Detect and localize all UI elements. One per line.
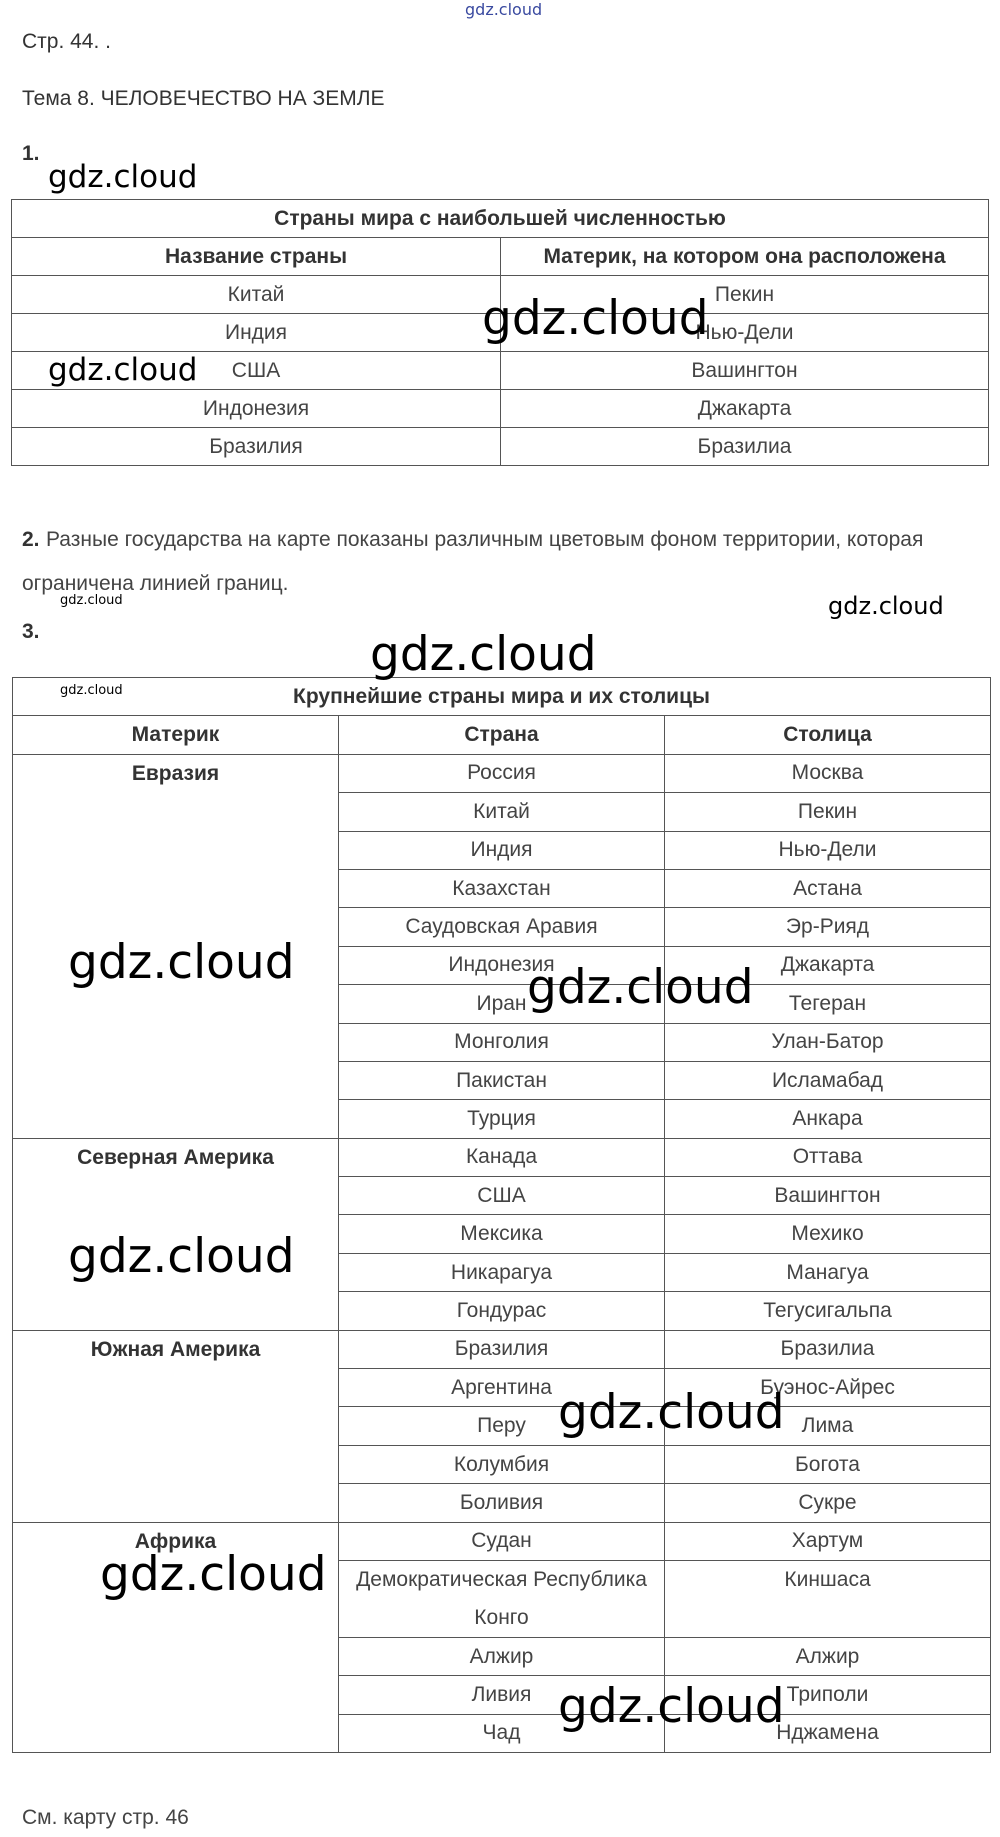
capital-cell: Лима (665, 1407, 991, 1445)
table-cell: Пекин (501, 276, 989, 314)
topic-title: Тема 8. ЧЕЛОВЕЧЕСТВО НА ЗЕМЛЕ (22, 87, 385, 110)
capital-cell: Нджамена (665, 1714, 991, 1752)
table-cell: США (12, 352, 501, 390)
capital-cell: Буэнос-Айрес (665, 1369, 991, 1407)
country-cell: Гондурас (339, 1292, 665, 1330)
capital-cell: Москва (665, 754, 991, 792)
table-cell: Индонезия (12, 390, 501, 428)
table-cell: Китай (12, 276, 501, 314)
watermark: gdz.cloud (558, 1385, 785, 1440)
table-row (13, 754, 991, 792)
capital-cell: Алжир (665, 1637, 991, 1675)
task-3-number: 3. (22, 620, 40, 643)
capital-cell: Бразилиа (665, 1330, 991, 1368)
table-cell: Бразилиа (501, 428, 989, 466)
country-cell: Перу (339, 1407, 665, 1445)
table-row (13, 1138, 991, 1176)
country-cell: Индия (339, 831, 665, 869)
table-row (13, 1330, 991, 1368)
watermark: gdz.cloud (828, 592, 944, 620)
capital-cell: Тегусигальпа (665, 1292, 991, 1330)
capital-cell: Триполи (665, 1676, 991, 1714)
capital-cell: Тегеран (665, 985, 991, 1023)
country-cell: США (339, 1177, 665, 1215)
column-header: Материк, на котором она расположена (501, 238, 989, 276)
country-cell: Колумбия (339, 1445, 665, 1483)
capital-cell: Оттава (665, 1138, 991, 1176)
continent-cell: Евразия (13, 754, 339, 1138)
column-header: Столица (665, 716, 991, 754)
capital-cell: Исламабад (665, 1061, 991, 1099)
capital-cell: Богота (665, 1445, 991, 1483)
country-cell: Судан (339, 1522, 665, 1560)
table-caption: Страны мира с наибольшей численностью (12, 200, 989, 238)
table-caption: Крупнейшие страны мира и их столицы (13, 678, 991, 716)
country-cell: Канада (339, 1138, 665, 1176)
continent-cell: Южная Америка (13, 1330, 339, 1522)
country-cell: Иран (339, 985, 665, 1023)
capital-cell: Сукре (665, 1484, 991, 1522)
capital-cell: Астана (665, 869, 991, 907)
watermark: gdz.cloud (482, 291, 709, 346)
watermark: gdz.cloud (370, 627, 597, 682)
country-cell: Боливия (339, 1484, 665, 1522)
task-2-number: 2. (22, 528, 40, 551)
capital-cell: Манагуа (665, 1253, 991, 1291)
capital-cell: Вашингтон (665, 1177, 991, 1215)
capital-cell: Мехико (665, 1215, 991, 1253)
country-cell: Демократическая Республика Конго (339, 1560, 665, 1637)
watermark: gdz.cloud (100, 1547, 327, 1602)
watermark: gdz.cloud (558, 1679, 785, 1734)
table-cell: Нью-Дели (501, 314, 989, 352)
continent-cell: Африка (13, 1522, 339, 1753)
watermark: gdz.cloud (68, 935, 295, 990)
country-cell: Казахстан (339, 869, 665, 907)
column-header: Страна (339, 716, 665, 754)
country-cell: Китай (339, 793, 665, 831)
watermark: gdz.cloud (60, 593, 123, 608)
country-cell: Саудовская Аравия (339, 908, 665, 946)
capital-cell: Эр-Рияд (665, 908, 991, 946)
table-row (12, 390, 989, 428)
watermark: gdz.cloud (60, 683, 123, 698)
country-cell: Россия (339, 754, 665, 792)
watermark: gdz.cloud (68, 1229, 295, 1284)
country-cell: Монголия (339, 1023, 665, 1061)
watermark: gdz.cloud (48, 352, 198, 388)
table-cell: Бразилия (12, 428, 501, 466)
capital-cell: Анкара (665, 1100, 991, 1138)
capital-cell: Хартум (665, 1522, 991, 1560)
column-header: Материк (13, 716, 339, 754)
country-cell: Чад (339, 1714, 665, 1752)
table-cell: Джакарта (501, 390, 989, 428)
capital-cell: Нью-Дели (665, 831, 991, 869)
capital-cell: Улан-Батор (665, 1023, 991, 1061)
continent-cell: Северная Америка (13, 1138, 339, 1330)
country-cell: Пакистан (339, 1061, 665, 1099)
country-cell: Индонезия (339, 946, 665, 984)
country-cell: Мексика (339, 1215, 665, 1253)
table-cell: Индия (12, 314, 501, 352)
country-cell: Аргентина (339, 1369, 665, 1407)
page-label: Стр. 44. . (22, 30, 111, 53)
column-header: Название страны (12, 238, 501, 276)
capital-cell: Киншаса (665, 1560, 991, 1637)
watermark-top: gdz.cloud (465, 0, 543, 19)
watermark: gdz.cloud (48, 159, 198, 195)
capital-cell: Пекин (665, 793, 991, 831)
table-row (12, 428, 989, 466)
country-cell: Бразилия (339, 1330, 665, 1368)
watermark: gdz.cloud (527, 960, 754, 1015)
country-cell: Турция (339, 1100, 665, 1138)
task-2-text: Разные государства на карте показаны различным цветовым фоном территории, которая ограничена линией границ. (22, 528, 924, 595)
footer-note: См. карту стр. 46 (22, 1806, 189, 1829)
country-cell: Ливия (339, 1676, 665, 1714)
country-cell: Никарагуа (339, 1253, 665, 1291)
country-cell: Алжир (339, 1637, 665, 1675)
table-cell: Вашингтон (501, 352, 989, 390)
task-1-number: 1. (22, 142, 40, 165)
capital-cell: Джакарта (665, 946, 991, 984)
